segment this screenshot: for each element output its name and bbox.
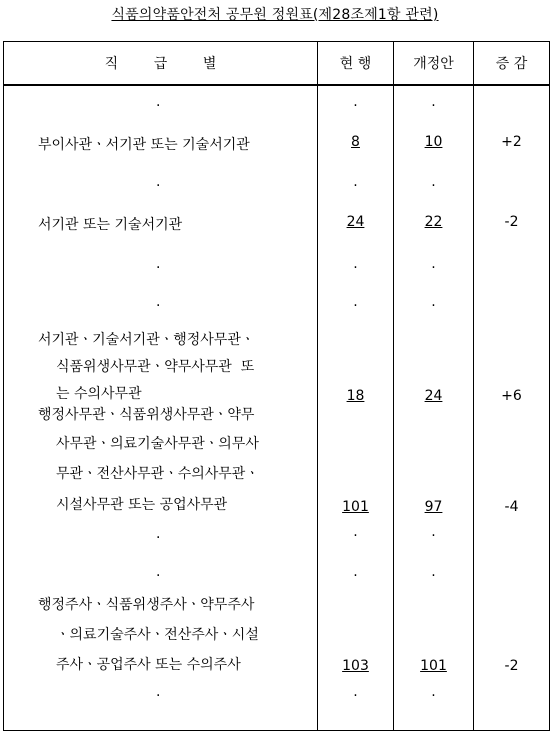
revised-row-1: [394, 134, 473, 150]
ellipsis-dot: .: [431, 294, 436, 310]
grade-row-5-line-1: 행정주사ㆍ식품위생주사ㆍ약무주사: [38, 597, 255, 613]
ellipsis-dot: .: [431, 524, 436, 540]
current-value: 24: [346, 214, 365, 230]
ellipsis-dot: .: [156, 684, 161, 700]
ellipsis-dot: .: [353, 94, 358, 110]
header-current: 현 행: [318, 42, 394, 86]
header-revised: 개정안: [394, 42, 474, 86]
current-value: 101: [342, 499, 369, 515]
grade-row-2: 서기관 또는 기술서기관: [38, 217, 183, 233]
ellipsis-dot: .: [431, 174, 436, 190]
current-row-3: [318, 388, 393, 404]
ellipsis-dot: .: [431, 564, 436, 580]
current-row-1: [318, 134, 393, 150]
grade-column: [4, 85, 318, 730]
grade-row-3-line-1: 서기관ㆍ기술서기관ㆍ행정사무관ㆍ: [38, 332, 255, 348]
current-row-4: [318, 499, 393, 515]
ellipsis-dot: .: [156, 526, 161, 542]
table-header-row: [4, 42, 550, 86]
ellipsis-dot: .: [353, 684, 358, 700]
ellipsis-dot: .: [431, 256, 436, 272]
change-column: [474, 85, 550, 730]
grade-row-1: 부이사관ㆍ서기관 또는 기술서기관: [38, 137, 250, 153]
grade-row-4-line-2: 사무관ㆍ의료기술사무관ㆍ의무사: [56, 436, 259, 452]
grade-row-5-line-2: ㆍ의료기술주사ㆍ전산주사ㆍ시설: [56, 627, 259, 643]
revised-value: 97: [424, 499, 443, 515]
revised-value: 101: [420, 658, 447, 674]
grade-row-3-line-2: 식품위생사무관ㆍ약무사무관 또: [56, 359, 255, 375]
revised-row-2: [394, 214, 473, 230]
ellipsis-dot: .: [353, 524, 358, 540]
ellipsis-dot: .: [353, 174, 358, 190]
change-row-1: +2: [501, 134, 522, 150]
ellipsis-dot: .: [353, 564, 358, 580]
grade-row-3-line-3: 는 수의사무관: [56, 386, 142, 402]
current-column: [318, 85, 394, 730]
ellipsis-dot: .: [156, 256, 161, 272]
ellipsis-dot: .: [156, 94, 161, 110]
ellipsis-dot: .: [156, 174, 161, 190]
current-value: 8: [351, 134, 360, 150]
ellipsis-dot: .: [431, 94, 436, 110]
revised-value: 24: [424, 388, 443, 404]
current-value: 18: [346, 388, 365, 404]
change-row-4: -4: [504, 499, 519, 515]
revised-column: [394, 85, 474, 730]
current-row-2: [318, 214, 393, 230]
ellipsis-dot: .: [156, 294, 161, 310]
grade-row-5-line-3: 주사ㆍ공업주사 또는 수의주사: [56, 657, 241, 673]
header-change: 증 감: [474, 42, 550, 86]
revised-value: 10: [424, 134, 443, 150]
change-row-2: -2: [504, 214, 519, 230]
ellipsis-dot: .: [431, 684, 436, 700]
revised-row-4: [394, 499, 473, 515]
change-row-5: -2: [504, 658, 519, 674]
header-grade: 직 급 별: [4, 42, 318, 86]
change-row-3: +6: [501, 388, 522, 404]
grade-row-4-line-3: 무관ㆍ전산사무관ㆍ수의사무관ㆍ: [56, 466, 259, 482]
staff-quota-table: [3, 41, 550, 731]
ellipsis-dot: .: [156, 564, 161, 580]
revised-row-3: [394, 388, 473, 404]
grade-row-4-line-1: 행정사무관ㆍ식품위생사무관ㆍ약무: [38, 407, 255, 423]
ellipsis-dot: .: [353, 256, 358, 272]
current-row-5: [318, 658, 393, 674]
ellipsis-dot: .: [353, 294, 358, 310]
revised-row-5: [394, 658, 473, 674]
current-value: 103: [342, 658, 369, 674]
revised-value: 22: [424, 214, 443, 230]
document-title: 식품의약품안전처 공무원 정원표(제28조제1항 관련): [111, 7, 439, 23]
grade-row-4-line-4: 시설사무관 또는 공업사무관: [56, 497, 228, 513]
